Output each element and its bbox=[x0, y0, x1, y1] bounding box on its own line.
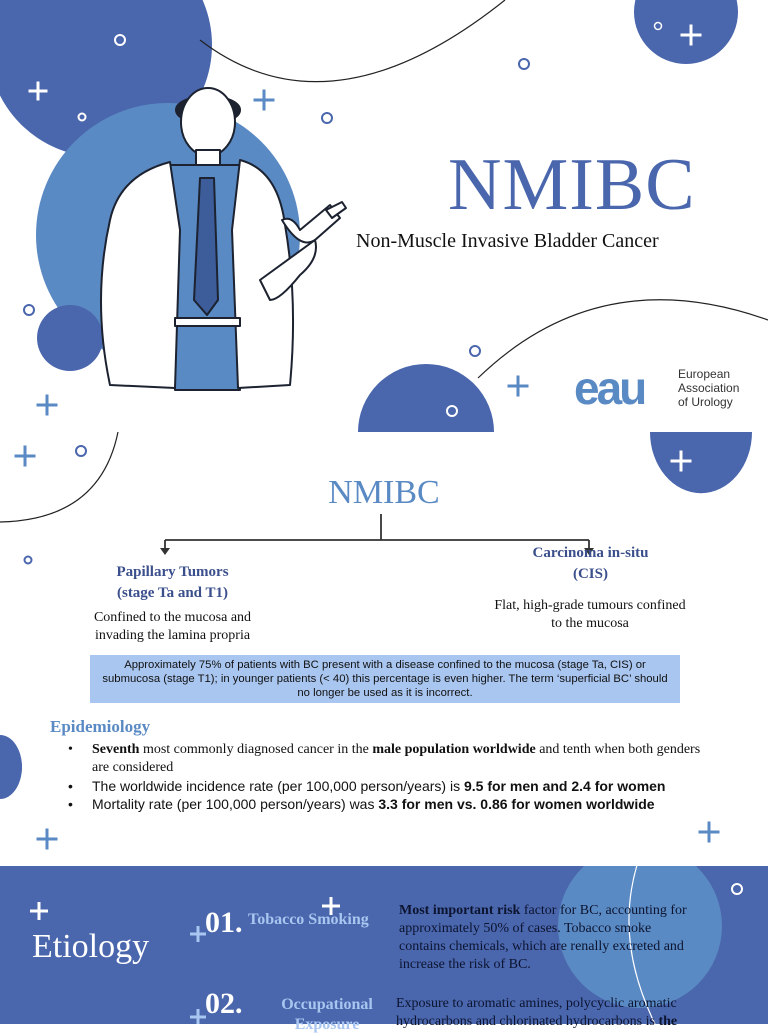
etiology-heading: Etiology bbox=[32, 928, 150, 965]
info-note: Approximately 75% of patients with BC present with a disease confined to the mucosa (stage Ta, CIS) or submucosa (stage T1); in younger patients (< 40) this percentage is even higher. The term ‘superficial BC’ should no longer be used as it is incorrect. bbox=[90, 655, 680, 703]
eau-logo-line: Association bbox=[678, 381, 740, 395]
epidemiology-heading: Epidemiology bbox=[50, 717, 151, 736]
eau-logo-text bbox=[678, 367, 739, 409]
page-subtitle: Non-Muscle Invasive Bladder Cancer bbox=[356, 230, 659, 252]
factor-number: 01. bbox=[205, 906, 243, 939]
factor-name: Occupational Exposure bbox=[281, 996, 373, 1033]
eau-logo-mark-icon bbox=[574, 364, 670, 410]
deco-arc-top bbox=[200, 0, 505, 82]
page-title: NMIBC bbox=[448, 144, 696, 226]
eau-logo-line: European bbox=[678, 367, 731, 381]
branch-cis-title: Carcinoma in-situ (CIS) bbox=[532, 545, 649, 582]
diagram-title: NMIBC bbox=[328, 474, 440, 511]
svg-text:eau: eau bbox=[574, 364, 645, 410]
branch-cis-desc: Flat, high-grade tumours confined to the mucosa bbox=[494, 598, 686, 631]
branch-papillary-title: Papillary Tumors (stage Ta and T1) bbox=[116, 564, 229, 601]
deco-half-circle-mid bbox=[358, 364, 494, 432]
factor-description: Most important risk factor for BC, accounting for approximately 50% of cases. Tobacco smoke contains chemicals, which are renally excreted and increase the risk of BC. bbox=[399, 903, 687, 972]
eau-logo-line: of Urology bbox=[678, 395, 733, 409]
branch-papillary-desc: Confined to the mucosa and invading the lamina propria bbox=[93, 610, 252, 643]
deco-circle-small-left bbox=[37, 305, 103, 371]
factor-description: Exposure to aromatic amines, polycyclic aromatic hydrocarbons and chlorinated hydrocarbons is the bbox=[396, 996, 678, 1029]
factor-number: 02. bbox=[205, 987, 243, 1020]
list-item: • Mortality rate (per 100,000 person/years) was 3.3 for men vs. 0.86 for women worldwide bbox=[68, 796, 655, 812]
list-item: • The worldwide incidence rate (per 100,000 person/years) is 9.5 for men and 2.4 for women bbox=[68, 778, 666, 794]
factor-name: Tobacco Smoking bbox=[248, 911, 369, 928]
epidemiology-list bbox=[68, 741, 718, 813]
list-item: • Seventh most commonly diagnosed cancer in the male population worldwide and tenth when both genders are considered bbox=[68, 742, 701, 775]
deco-circle-top-right bbox=[634, 0, 738, 64]
eau-logo bbox=[574, 364, 670, 415]
